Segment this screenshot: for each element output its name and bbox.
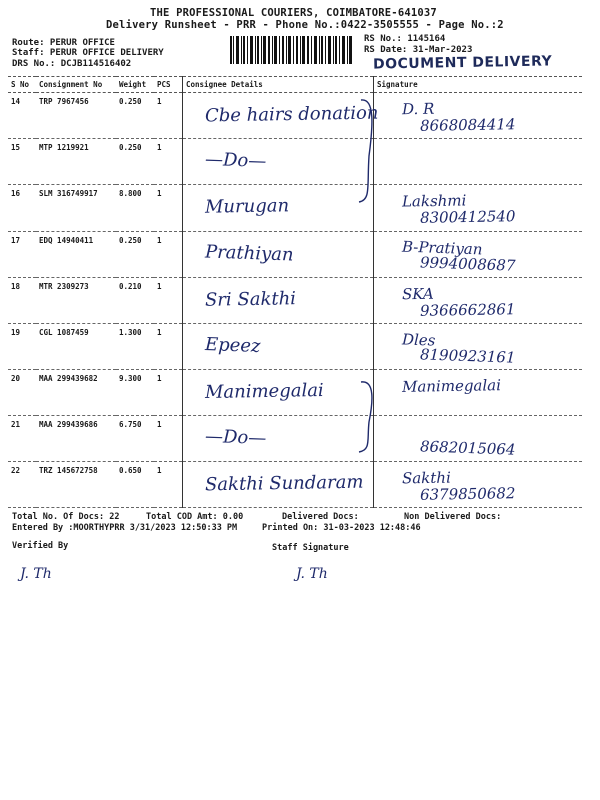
cell-weight: 8.800 (116, 185, 154, 232)
cell-weight: 0.210 (116, 278, 154, 324)
cell-consignment: CGL 1087459 (36, 324, 116, 370)
phone-handwritten: 8668084414 (419, 115, 516, 135)
cell-weight: 0.250 (116, 232, 154, 278)
verified-by-label: Verified By (12, 541, 69, 551)
cell-sno: 14 (8, 93, 36, 139)
consignee-handwritten: Sri Sakthi (204, 288, 297, 311)
cell-sno: 18 (8, 278, 36, 324)
signature-handwritten: Dles (401, 330, 436, 350)
col-consignment: Consignment No (36, 77, 116, 93)
cell-pcs: 1 (154, 324, 183, 370)
cell-pcs: 1 (154, 462, 183, 508)
runsheet-subtitle: Delivery Runsheet - PRR - Phone No.:0422-3505555 - Page No.:2 (106, 19, 504, 31)
signature-handwritten: Sakthi (401, 468, 451, 488)
phone-handwritten: 8300412540 (419, 207, 516, 227)
consignee-handwritten: Prathiyan (204, 241, 294, 266)
cell-consignment: EDQ 14940411 (36, 232, 116, 278)
cell-weight: 9.300 (116, 370, 154, 416)
entered-by: Entered By :MOORTHYPRR 3/31/2023 12:50:33 PM (12, 523, 238, 533)
signature-handwritten: D. R (401, 99, 435, 119)
delivered-docs: Delivered Docs: (282, 512, 359, 522)
staff-signature-label: Staff Signature (272, 543, 349, 553)
col-pcs: PCS (154, 77, 183, 93)
consignee-handwritten: Sakthi Sundaram (204, 471, 364, 496)
cell-sno: 20 (8, 370, 36, 416)
signature-handwritten: Lakshmi (401, 191, 467, 211)
cell-pcs: 1 (154, 93, 183, 139)
cell-pcs: 1 (154, 185, 183, 232)
rs-date: RS Date: 31-Mar-2023 (364, 45, 473, 55)
col-signature: Signature (374, 77, 583, 93)
cell-sno: 22 (8, 462, 36, 508)
printed-on: Printed On: 31-03-2023 12:48:46 (262, 523, 421, 533)
cell-sno: 16 (8, 185, 36, 232)
staff-signature: J. Th (296, 566, 328, 582)
verified-signature: J. Th (20, 566, 52, 582)
cell-consignment: SLM 316749917 (36, 185, 116, 232)
non-delivered-docs: Non Delivered Docs: (404, 512, 502, 522)
signature-handwritten: SKA (401, 284, 434, 304)
cell-consignment: MAA 299439686 (36, 416, 116, 462)
staff-label: Staff: PERUR OFFICE DELIVERY (12, 48, 164, 58)
cell-pcs: 1 (154, 232, 183, 278)
document-delivery-stamp: DOCUMENT DELIVERY (372, 53, 553, 73)
cell-pcs: 1 (154, 278, 183, 324)
total-docs: Total No. Of Docs: 22 (12, 512, 120, 522)
cell-consignment: MTP 1219921 (36, 139, 116, 185)
cell-weight: 0.250 (116, 93, 154, 139)
cell-weight: 0.650 (116, 462, 154, 508)
cell-consignment: TRP 7967456 (36, 93, 116, 139)
company-title: THE PROFESSIONAL COURIERS, COIMBATORE-641037 (150, 7, 437, 19)
cell-sno: 19 (8, 324, 36, 370)
col-consignee: Consignee Details (183, 77, 374, 93)
cell-consignment: MAA 299439682 (36, 370, 116, 416)
route-label: Route: PERUR OFFICE (12, 38, 115, 48)
consignee-handwritten: —Do— (204, 425, 267, 450)
cell-weight: 0.250 (116, 139, 154, 185)
cell-weight: 6.750 (116, 416, 154, 462)
consignee-handwritten: Cbe hairs donation (204, 102, 379, 127)
table-header-row (8, 77, 582, 93)
phone-handwritten: 6379850682 (419, 484, 516, 504)
consignee-handwritten: Epeez (204, 334, 261, 357)
cell-consignment: MTR 2309273 (36, 278, 116, 324)
cell-sno: 21 (8, 416, 36, 462)
drs-number: DRS No.: DCJB114516402 (12, 59, 132, 69)
consignee-handwritten: Murugan (204, 195, 290, 218)
phone-handwritten: 8682015064 (419, 437, 516, 459)
cell-consignment: TRZ 145672758 (36, 462, 116, 508)
cell-signature (374, 139, 583, 185)
phone-handwritten: 9994008687 (419, 253, 516, 275)
cell-sno: 17 (8, 232, 36, 278)
cell-pcs: 1 (154, 416, 183, 462)
rs-number: RS No.: 1145164 (364, 34, 446, 44)
table-row (8, 139, 582, 185)
total-cod: Total COD Amt: 0.00 (146, 512, 244, 522)
signature-handwritten: Manimegalai (401, 376, 502, 396)
cell-pcs: 1 (154, 139, 183, 185)
phone-handwritten: 9366662861 (419, 300, 516, 320)
signature-handwritten: B-Pratiyan (401, 237, 483, 259)
cell-weight: 1.300 (116, 324, 154, 370)
bracket-mark (355, 378, 385, 458)
col-weight: Weight (116, 77, 154, 93)
phone-handwritten: 8190923161 (419, 345, 516, 367)
cell-pcs: 1 (154, 370, 183, 416)
col-sno: S No (8, 77, 36, 93)
cell-sno: 15 (8, 139, 36, 185)
barcode-image (230, 36, 352, 64)
consignee-handwritten: —Do— (204, 148, 267, 173)
consignee-handwritten: Manimegalai (204, 379, 324, 404)
